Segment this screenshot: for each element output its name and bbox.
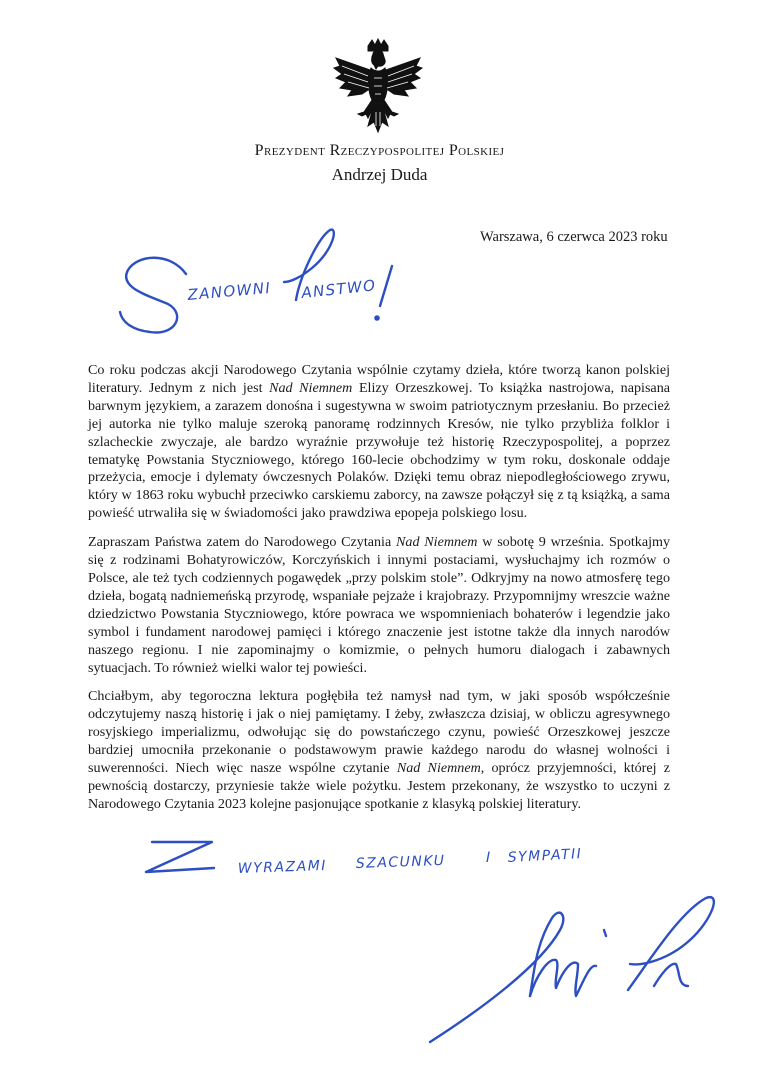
salutation-handwritten-b: ANSTWO <box>300 276 378 302</box>
signature-stroke-4 <box>628 897 714 990</box>
signature-stroke-5 <box>654 964 688 986</box>
paragraph-text-run: Elizy Orzeszkowej. To książka nastrojowa, napisana barwnym językiem, a zarazem donośna i sugestywna w swoim patriotycznym przesłaniu. Bo przecież jej autorka nie tylko maluje szeroką panoramę rodzinnych Kresów, nie tylko przybliża folklor i szlacheckie zwyczaje, ale bardzo wyraźnie przywołuje też historię Rzeczypospolitej, a poprzez tematykę Powstania Styczniowego, którego 160-lecie obchodzimy w tym roku, doskonale oddaje przeżycia, emocje i dylematy ówczesnych Polaków. Dzięki temu obraz niepodległościowego zrywu, który w 1863 roku wybuchł przeciwko carskiemu zaborcy, na zawsze połączył się z tą książką, a sama powieść utrwaliła się w świadomości jako prawdziwa epopeja polskiego losu. <box>88 379 670 522</box>
president-title: Prezydent Rzeczypospolitej Polskiej <box>254 142 505 159</box>
signature-stroke-2 <box>530 960 596 996</box>
salutation-exclamation-stroke <box>380 266 392 306</box>
book-title-italic: Nad Niemnem <box>269 379 353 396</box>
paragraph-text-run: Zapraszam Państwa zatem do Narodowego Czytania <box>88 534 396 551</box>
paragraph-text-run: , oprócz przyjemności, której z pewnością dostarczy, przyniesie także wiele pożytku. Jestem przekonany, że wszystko to uczyni z Narodowego Czytania 2023 kolejne pasjonujące spotkanie z klasyką polskiej literatury. <box>88 760 670 812</box>
paragraph-text-run: Chciałbym, aby tegoroczna lektura pogłębiła też namysł nad tym, w jaki sposób współcześnie odczytujemy naszą historię i jak o niej pamiętamy. I żeby, zwłaszcza dzisiaj, w obliczu agresywnego rosyjskiego imperializmu, odwołując się do powstańczego czynu, powieść Orzeszkowej jeszcze bardziej umocniła przekonanie o podstawowym prawie każdego narodu do własnej wolności i suwerenności. Niech więc nasze wspólne czytanie <box>88 688 670 777</box>
closing-word-4: SYMPATII <box>507 846 583 866</box>
closing-word-3: I <box>486 850 492 866</box>
letter-date: Warszawa, 6 czerwca 2023 roku <box>480 229 668 245</box>
paragraph-text-run: w sobotę 9 września. Spotkajmy się z rodzinami Bohatyrowiczów, Korczyńskich i innymi postaciami, wysłuchajmy ich rozmów o Polsce, ale też tych codziennych pogawędek „przy polskim stole”. Odkryjmy na nowo atmosferę tego dzieła, bogatą nadniemeńską przyrodę, wspaniałe pejzaże i krajobrazy. Przypomnijmy wreszcie ważne dziedzictwo Powstania Styczniowego, które powraca we wspomnieniach bohaterów i legendzie jako symbol i fundament narodowej pamięci i którego znaczenie jest istotne także dla innych narodów naszego regionu. I nie zapominajmy o komizmie, o pełnych humoru dialogach i zabawnych sytuacjach. To również wielki walor tej powieści. <box>88 534 671 676</box>
salutation-p-stroke <box>284 230 334 300</box>
signature-stroke-1 <box>430 913 563 1042</box>
closing-word-1: WYRAZAMI <box>237 857 328 877</box>
closing-z-stroke <box>146 842 214 872</box>
signature-stroke-3 <box>604 930 606 936</box>
letter-body <box>88 362 670 825</box>
letter-paragraph <box>88 688 670 813</box>
closing-word-2: SZACUNKU <box>355 852 446 872</box>
book-title-italic: Nad Niemnem <box>396 534 478 551</box>
salutation-handwritten-a: ZANOWNI <box>186 278 272 304</box>
letter-paragraph <box>88 362 670 523</box>
book-title-italic: Nad Niemnem <box>396 760 481 777</box>
letter-paragraph <box>88 534 670 677</box>
salutation-s-stroke <box>120 258 186 333</box>
paragraph-text-run: Co roku podczas akcji Narodowego Czytania wspólnie czytamy dzieła, które tworzą kanon polskiej literatury. Jednym z nich jest <box>88 362 670 396</box>
eagle-emblem-icon <box>332 38 424 138</box>
president-name: Andrzej Duda <box>331 165 428 184</box>
